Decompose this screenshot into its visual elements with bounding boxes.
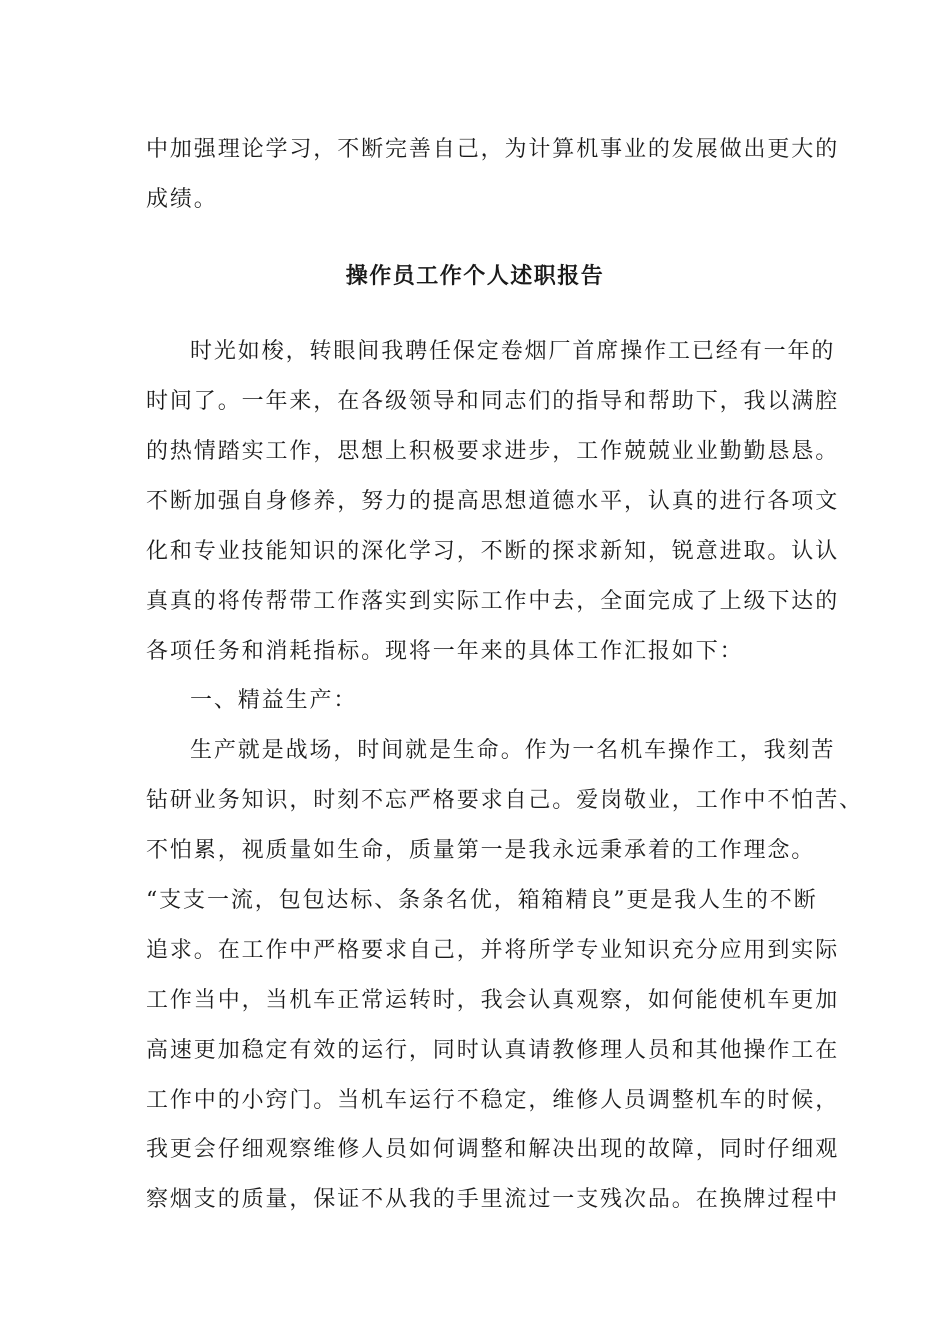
section-heading: 一、精益生产： xyxy=(190,688,358,713)
body-line: 高速更加稳定有效的运行，同时认真请教修理人员和其他操作工在 xyxy=(146,1038,840,1063)
body-line: 察烟支的质量，保证不从我的手里流过一支残次品。在换牌过程中 xyxy=(146,1187,840,1212)
body-line: 钻研业务知识，时刻不忘严格要求自己。爱岗敬业，工作中不怕苦、 xyxy=(146,788,864,813)
intro-line-2: 成绩。 xyxy=(146,187,218,212)
body-line: 的热情踏实工作，思想上积极要求进步，工作兢兢业业勤勤恳恳。 xyxy=(146,439,840,464)
body-line: 化和专业技能知识的深化学习，不断的探求新知，锐意进取。认认 xyxy=(146,539,840,564)
body-line: 不断加强自身修养，努力的提高思想道德水平，认真的进行各项文 xyxy=(146,489,840,514)
body-line: 工作当中，当机车正常运转时，我会认真观察，如何能使机车更加 xyxy=(146,988,840,1013)
body-line: 我更会仔细观察维修人员如何调整和解决出现的故障，同时仔细观 xyxy=(146,1137,840,1162)
document-title: 操作员工作个人述职报告 xyxy=(345,263,605,289)
body-line: 时光如梭，转眼间我聘任保定卷烟厂首席操作工已经有一年的 xyxy=(190,339,836,364)
body-line: 时间了。一年来，在各级领导和同志们的指导和帮助下，我以满腔 xyxy=(146,389,840,414)
body-line: 生产就是战场，时间就是生命。作为一名机车操作工，我刻苦 xyxy=(190,738,836,763)
body-line: 不怕累，视质量如生命，质量第一是我永远秉承着的工作理念。 xyxy=(146,838,816,863)
intro-line-1: 中加强理论学习，不断完善自己，为计算机事业的发展做出更大的 xyxy=(146,137,840,162)
body-line: 真真的将传帮带工作落实到实际工作中去，全面完成了上级下达的 xyxy=(146,589,840,614)
body-line: 追求。在工作中严格要求自己，并将所学专业知识充分应用到实际 xyxy=(146,938,840,963)
body-line: “支支一流，包包达标、条条名优，箱箱精良”更是我人生的不断 xyxy=(146,888,818,913)
body-line: 工作中的小窍门。当机车运行不稳定，维修人员调整机车的时候， xyxy=(146,1088,840,1113)
body-line: 各项任务和消耗指标。现将一年来的具体工作汇报如下： xyxy=(146,639,744,664)
